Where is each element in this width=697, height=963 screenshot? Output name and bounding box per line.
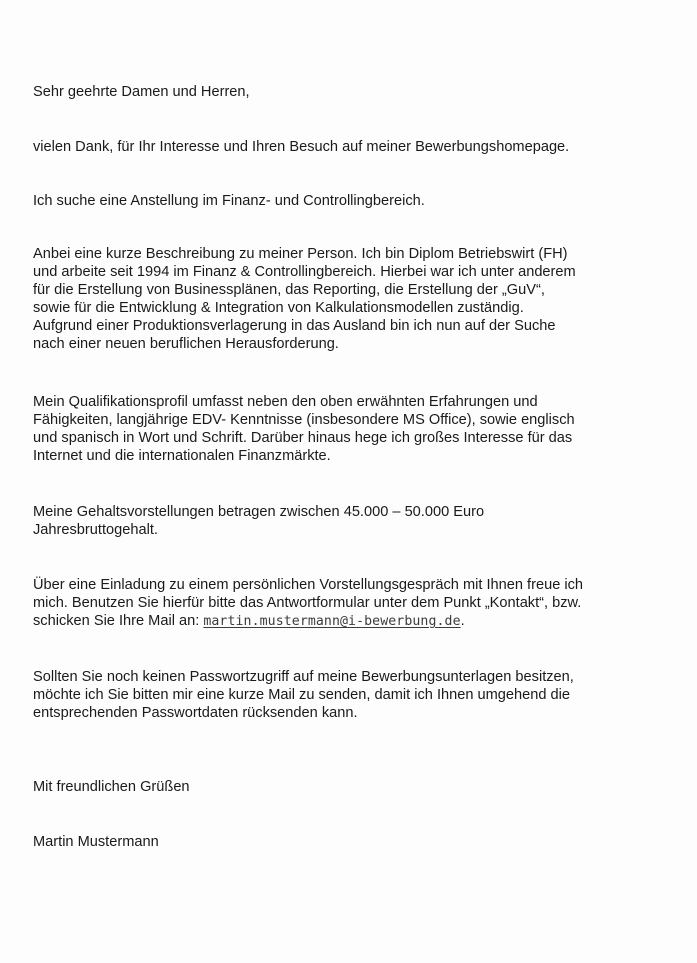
password-line-2: möchte ich Sie bitten mir eine kurze Mail zu senden, damit ich Ihnen umgehend die: [33, 687, 571, 703]
greeting: Sehr geehrte Damen und Herren,: [33, 84, 250, 100]
about-line-4: sowie für die Entwicklung & Integration von Kalkulationsmodellen zuständig.: [33, 300, 524, 316]
password-line-1: Sollten Sie noch keinen Passwortzugriff auf meine Bewerbungsunterlagen besitzen,: [33, 669, 574, 685]
salary-line-1: Meine Gehaltsvorstellungen betragen zwischen 45.000 – 50.000 Euro: [33, 504, 485, 520]
profile-line-1: Mein Qualifikationsprofil umfasst neben den oben erwähnten Erfahrungen und: [33, 394, 538, 410]
mail-suffix: .: [460, 613, 465, 629]
password-line-3: entsprechenden Passwortdaten rücksenden kann.: [33, 705, 358, 721]
profile-line-3: und spanisch in Wort und Schrift. Darüber hinaus hege ich großes Interesse für das: [33, 430, 573, 446]
about-line-1: Anbei eine kurze Beschreibung zu meiner Person. Ich bin Diplom Betriebswirt (FH): [33, 246, 568, 262]
closing: Mit freundlichen Grüßen: [33, 779, 190, 795]
invitation-line-1: Über eine Einladung zu einem persönlichen Vorstellungsgespräch mit Ihnen freue ich: [33, 577, 584, 593]
about-line-5: Aufgrund einer Produktionsverlagerung in das Ausland bin ich nun auf der Suche: [33, 318, 556, 334]
invitation-line-2: mich. Benutzen Sie hierfür bitte das Antwortformular unter dem Punkt „Kontakt“, bzw.: [33, 595, 582, 611]
search-line: Ich suche eine Anstellung im Finanz- und Controllingbereich.: [33, 193, 425, 209]
mail-prefix: schicken Sie Ihre Mail an:: [33, 613, 204, 629]
profile-line-4: Internet und die internationalen Finanzmärkte.: [33, 448, 331, 464]
email-link[interactable]: martin.mustermann@i-bewerbung.de: [203, 614, 461, 629]
intro-line: vielen Dank, für Ihr Interesse und Ihren Besuch auf meiner Bewerbungshomepage.: [33, 139, 570, 155]
about-line-6: nach einer neuen beruflichen Herausforderung.: [33, 336, 339, 352]
profile-line-2: Fähigkeiten, langjährige EDV- Kenntnisse (insbesondere MS Office), sowie englisch: [33, 412, 575, 428]
about-line-3: für die Erstellung von Businessplänen, das Reporting, die Erstellung der „GuV“,: [33, 282, 545, 298]
salary-line-2: Jahresbruttogehalt.: [33, 522, 158, 538]
signature: Martin Mustermann: [33, 834, 159, 850]
invitation-line-3: [33, 612, 465, 631]
about-line-2: und arbeite seit 1994 im Finanz & Controllingbereich. Hierbei war ich unter anderem: [33, 264, 576, 280]
